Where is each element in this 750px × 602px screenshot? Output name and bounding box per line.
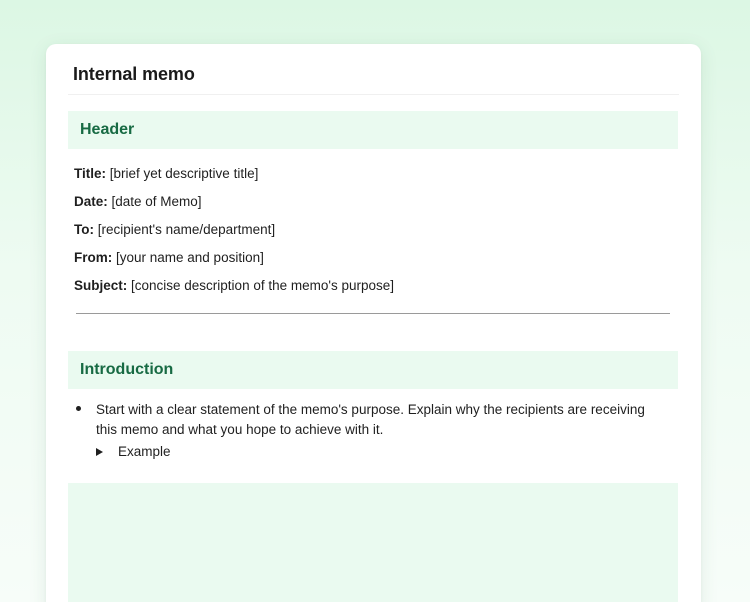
section-heading-header: Header [80, 121, 135, 138]
memo-card [46, 44, 701, 602]
field-to-value: [recipient's name/department] [94, 222, 276, 237]
field-to-label: To: [74, 222, 94, 237]
field-date [74, 194, 202, 209]
field-title-value: [brief yet descriptive title] [106, 166, 259, 181]
example-callout [68, 483, 678, 602]
field-title-label: Title: [74, 166, 107, 181]
example-toggle-label: Example [118, 444, 171, 459]
section-header-bar [68, 111, 678, 149]
field-title [74, 166, 258, 181]
title-divider [68, 94, 679, 95]
field-from-label: From: [74, 250, 113, 265]
example-toggle[interactable] [96, 444, 171, 459]
list-item: Start with a clear statement of the memo's purpose. Explain why the recipients are receiving this memo and what you hope to achieve with it. [96, 402, 645, 437]
section-divider [76, 313, 670, 314]
section-introduction-bar [68, 351, 678, 389]
section-heading-introduction: Introduction [80, 361, 174, 378]
field-date-value: [date of Memo] [107, 194, 202, 209]
bullet-dot-icon [76, 406, 81, 411]
field-to [74, 222, 275, 237]
field-from [74, 250, 264, 265]
triangle-right-icon[interactable] [96, 448, 103, 456]
field-subject-label: Subject: [74, 278, 128, 293]
field-subject [74, 278, 394, 293]
page-title: Internal memo [73, 64, 195, 84]
field-from-value: [your name and position] [112, 250, 264, 265]
field-date-label: Date: [74, 194, 108, 209]
field-subject-value: [concise description of the memo's purpose] [127, 278, 394, 293]
